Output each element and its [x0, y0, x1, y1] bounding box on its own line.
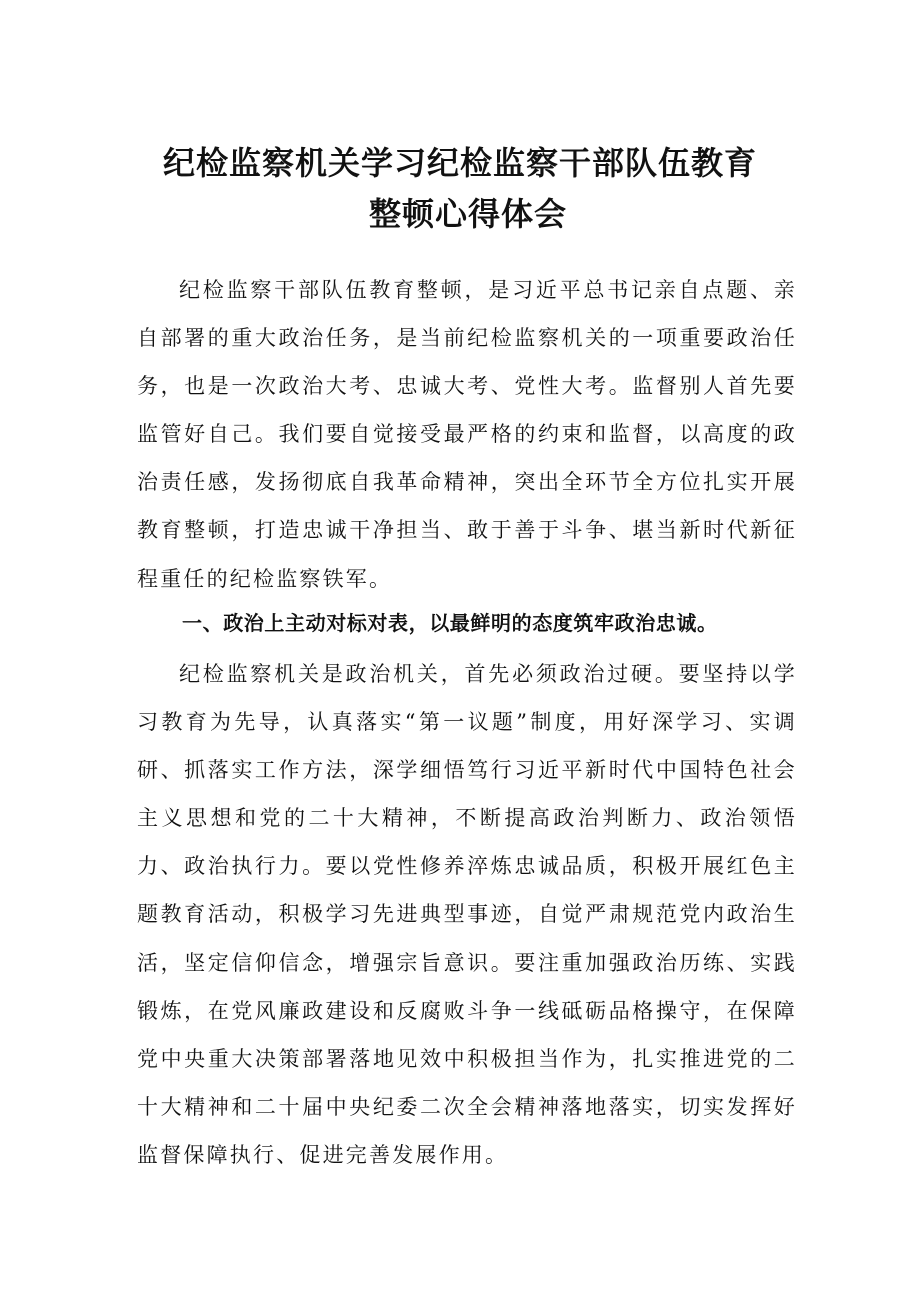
document-title-line-2: 整顿心得体会 — [368, 195, 567, 233]
section-heading-1: 一、政治上主动对标对表，以最鲜明的态度筑牢政治忠诚。 — [182, 611, 718, 635]
document-title-line-1: 纪检监察机关学习纪检监察干部队伍教育 — [162, 144, 757, 182]
paragraph-intro: 纪检监察干部队伍教育整顿，是习近平总书记亲自点题、亲自部署的重大政治任务，是当前纪检监察机关的一项重要政治任务，也是一次政治大考、忠诚大考、党性大考。监督别人首先要监管好自己。我们要自觉接受最严格的约束和监督，以高度的政治责任感，发扬彻底自我革命精神，突出全环节全方位扎实开展教育整顿，打造忠诚干净担当、敢于善于斗争、堪当新时代新征程重任的纪检监察铁军。 — [137, 278, 797, 591]
paragraph-section-1: 纪检监察机关是政治机关，首先必须政治过硬。要坚持以学习教育为先导，认真落实“第一议题”制度，用好深学习、实调研、抓落实工作方法，深学细悟笃行习近平新时代中国特色社会主义思想和党的二十大精神，不断提高政治判断力、政治领悟力、政治执行力。要以党性修养淬炼忠诚品质，积极开展红色主题教育活动，积极学习先进典型事迹，自觉严肃规范党内政治生活，坚定信仰信念，增强宗旨意识。要注重加强政治历练、实践锻炼，在党风廉政建设和反腐败斗争一线砥砺品格操守，在保障党中央重大决策部署落地见效中积极担当作为，扎实推进党的二十大精神和二十届中央纪委二次全会精神落地落实，切实发挥好监督保障执行、促进完善发展作用。 — [137, 662, 797, 1167]
